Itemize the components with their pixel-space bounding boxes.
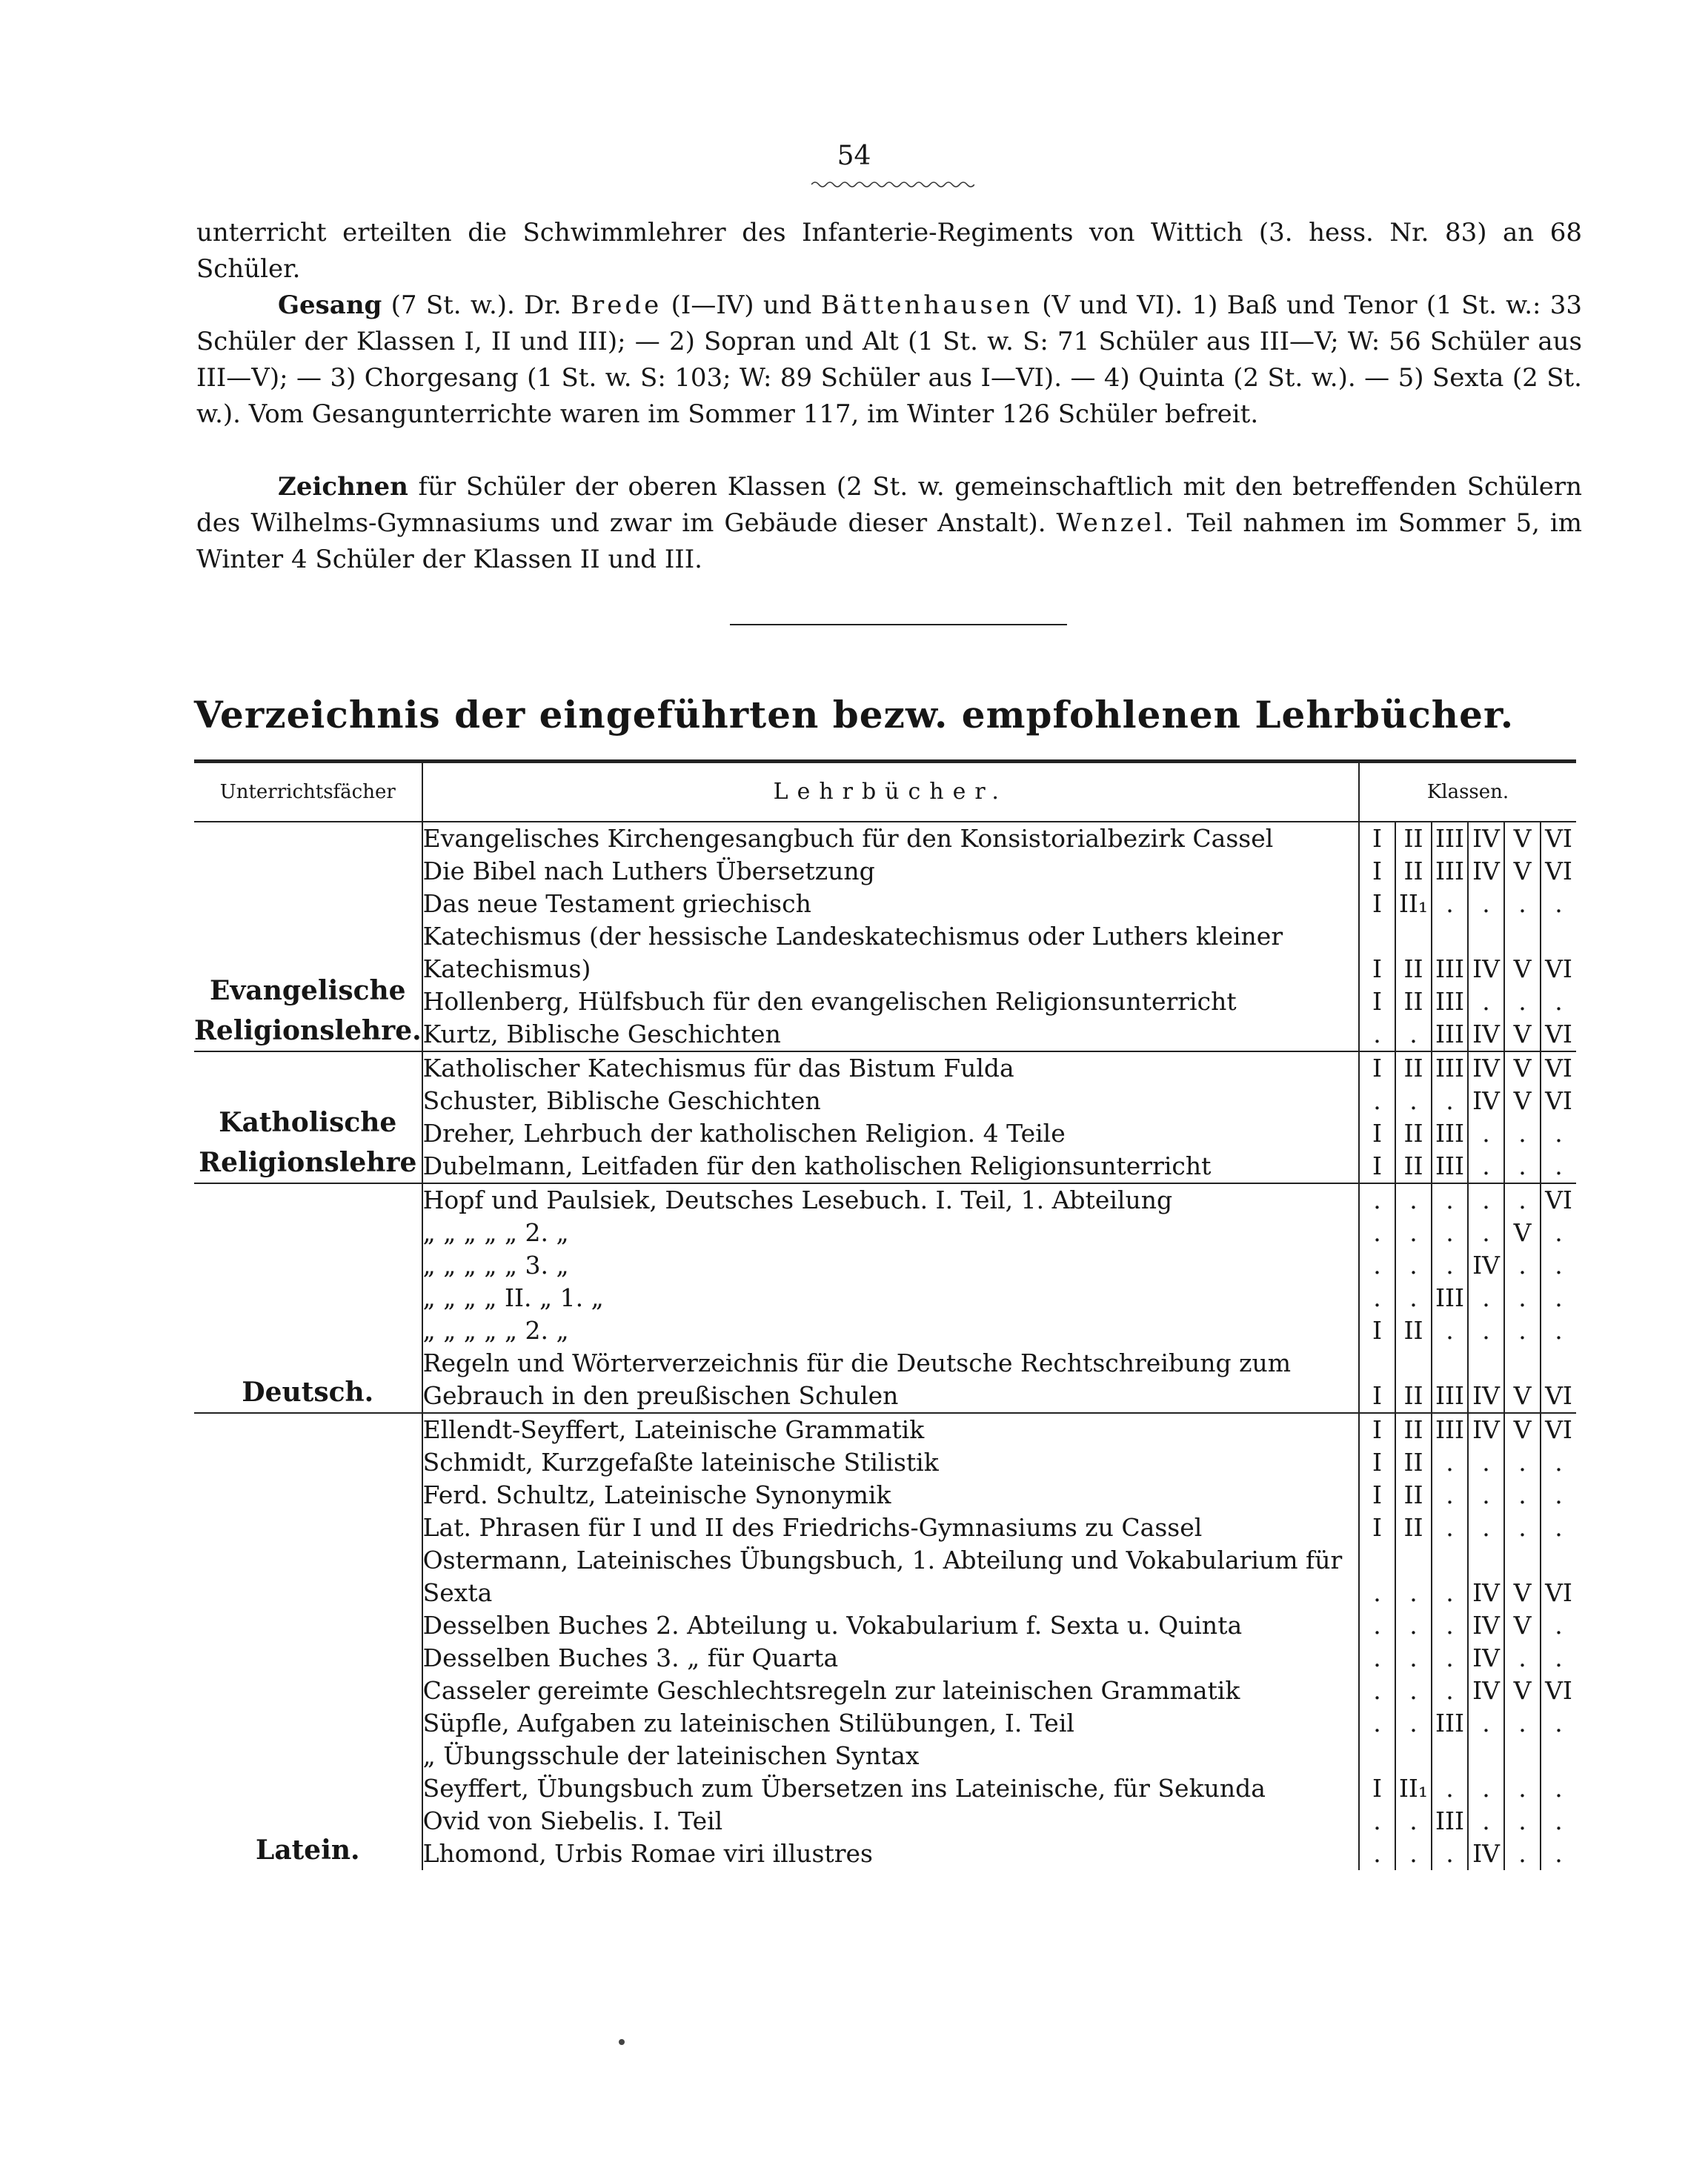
class-cell [1395,1740,1432,1772]
class-cell: IV [1468,1249,1504,1282]
class-cell: IV [1468,1413,1504,1446]
class-cell: VI [1541,1183,1576,1217]
class-cell: III [1432,1051,1468,1085]
class-cell: . [1432,1512,1468,1544]
class-cell: III [1432,1117,1468,1150]
class-cell: V [1504,1051,1541,1085]
class-cell: . [1504,1805,1541,1838]
class-cell: IV [1468,855,1504,888]
class-cell: . [1395,1217,1432,1249]
class-cell: II₁ [1395,888,1432,920]
book-title: Lat. Phrasen für I und II des Friedrichs-Gymnasiums zu Cassel [422,1513,1203,1542]
class-cell: . [1541,1117,1576,1150]
class-cell: . [1432,1838,1468,1870]
header-classes: Klassen. [1359,762,1576,822]
class-cell: . [1541,1512,1576,1544]
class-cell: I [1359,1150,1395,1183]
class-cell: . [1541,1805,1576,1838]
class-cell: . [1468,1282,1504,1314]
class-cell: VI [1541,1085,1576,1117]
class-cell: III [1432,985,1468,1018]
book-title: Desselben Buches 3. „ für Quarta [422,1643,839,1672]
class-cell: . [1504,1512,1541,1544]
class-cell: VI [1541,1347,1576,1413]
class-cell: . [1432,1609,1468,1642]
class-cell: III [1432,1413,1468,1446]
book-title: Evangelisches Kirchengesangbuch für den Konsistorialbezirk Cassel [422,822,1359,855]
book-title: Hollenberg, Hülfsbuch für den evangelischen Religionsunterricht [422,987,1237,1016]
paragraph-drawing [196,469,1582,578]
class-cell: IV [1468,1838,1504,1870]
class-cell: I [1359,1051,1395,1085]
table-body [194,822,1576,1870]
class-cell: III [1432,855,1468,888]
class-cell: I [1359,1117,1395,1150]
subject-cell-kath: Katholische Religionslehre [194,1051,422,1183]
class-cell: . [1432,888,1468,920]
class-cell: I [1359,1772,1395,1805]
class-cell: VI [1541,1051,1576,1085]
class-cell: . [1359,1675,1395,1707]
class-cell [1468,1740,1504,1772]
class-cell: . [1468,1446,1504,1479]
class-cell: . [1359,1838,1395,1870]
ornament-rule [811,179,974,190]
class-cell: I [1359,985,1395,1018]
class-cell: VI [1541,920,1576,985]
class-cell: . [1541,1150,1576,1183]
paragraph-singing [196,287,1582,433]
book-title: Katholischer Katechismus für das Bistum Fulda [422,1051,1359,1085]
class-cell: . [1541,1772,1576,1805]
paragraph-swimming [196,215,1582,287]
class-cell: . [1359,1609,1395,1642]
book-title: „ „ „ „ „ 2. „ [422,1218,569,1247]
paragraph-swimming-text: unterricht erteilten die Schwimmlehrer des Infanterie-Regiments von Wittich (3. hess. Nr. 83) an 68 Schüler. [196,218,1582,284]
class-cell: . [1359,1544,1395,1609]
class-cell: II [1395,1051,1432,1085]
table-row [194,1051,1576,1085]
singing-text-b: (I—IV) und [671,290,812,320]
class-cell: V [1504,822,1541,855]
class-cell: . [1395,1838,1432,1870]
class-cell: V [1504,1544,1541,1609]
book-title: „ „ „ „ „ 2. „ [422,1316,569,1345]
class-cell: II₁ [1395,1772,1432,1805]
book-title: Ferd. Schultz, Lateinische Synonymik [422,1480,891,1509]
class-cell: III [1432,1707,1468,1740]
drawing-lead: Zeichnen [278,472,408,502]
page-number: 54 [837,141,871,171]
table-header-row [194,762,1576,822]
singing-teacher-1: Brede [571,290,662,320]
class-cell [1504,1740,1541,1772]
class-cell: . [1432,1544,1468,1609]
class-cell: IV [1468,1642,1504,1675]
class-cell: V [1504,1085,1541,1117]
subject-cell-lat: Latein. [194,1413,422,1870]
class-cell: I [1359,920,1395,985]
class-cell: . [1395,1642,1432,1675]
header-subjects: Unterrichtsfächer [194,762,422,822]
singing-text-c: (V und VI). 1) Baß und Tenor (1 St. w.: 33 Schüler der Klassen I, II und III); — 2) Sopran und Alt (1 St. w. S: 71 Schüler aus III—V; W: 56 Schüler aus III—V); — 3) Chorgesang (1 St. w. S: 103; W: 89 Schüler aus I—VI). — 4) Quinta (2 St. w.). — 5) Sexta (2 St. w.). Vom Gesangunterrichte waren im Sommer 117, im Winter 126 Schüler befreit. [196,290,1583,429]
class-cell: . [1541,985,1576,1018]
drawing-text-a: für Schüler der oberen Klassen (2 St. w. gemeinschaftlich mit den betreffenden Schülern des Wilhelms-Gymnasiums und zwar im Gebäude dieser Anstalt). [196,472,1582,538]
class-cell: . [1432,1446,1468,1479]
class-cell: I [1359,1512,1395,1544]
class-cell: . [1395,1707,1432,1740]
book-title: Dubelmann, Leitfaden für den katholischen Religionsunterricht [422,1151,1212,1180]
class-cell: VI [1541,1018,1576,1051]
class-cell: . [1359,1282,1395,1314]
section-divider [730,624,1067,625]
book-title: Ovid von Siebelis. I. Teil [422,1806,723,1835]
class-cell: . [1468,1217,1504,1249]
class-cell: VI [1541,1544,1576,1609]
class-cell: IV [1468,1018,1504,1051]
table-row [194,822,1576,855]
class-cell: . [1541,1707,1576,1740]
class-cell: . [1468,1805,1504,1838]
book-title: „ Übungsschule der lateinischen Syntax [422,1741,920,1770]
subject-cell-de: Deutsch. [194,1183,422,1413]
class-cell: . [1359,1217,1395,1249]
book-title: Ostermann, Lateinisches Übungsbuch, 1. Abteilung und Vokabularium für Sexta [422,1546,1343,1607]
class-cell: V [1504,1018,1541,1051]
class-cell: III [1432,1150,1468,1183]
class-cell: . [1395,1675,1432,1707]
class-cell: V [1504,920,1541,985]
book-title: Regeln und Wörterverzeichnis für die Deutsche Rechtschreibung zum Gebrauch in den preußischen Schulen [422,1349,1292,1410]
class-cell: . [1468,1117,1504,1150]
class-cell: III [1432,1805,1468,1838]
book-title: Ellendt-Seyffert, Lateinische Grammatik [422,1413,1359,1446]
class-cell: III [1432,822,1468,855]
class-cell: V [1504,1609,1541,1642]
class-cell: . [1504,1838,1541,1870]
book-title: Die Bibel nach Luthers Übersetzung [422,857,875,885]
class-cell: . [1541,1446,1576,1479]
class-cell: IV [1468,822,1504,855]
class-cell: . [1395,1282,1432,1314]
class-cell: IV [1468,1051,1504,1085]
class-cell: . [1468,1512,1504,1544]
class-cell: . [1468,1150,1504,1183]
class-cell: . [1395,1183,1432,1217]
class-cell: . [1504,1707,1541,1740]
class-cell: . [1504,1642,1541,1675]
class-cell: . [1541,1609,1576,1642]
singing-text-a: (7 St. w.). Dr. [391,290,562,320]
class-cell: . [1504,1446,1541,1479]
class-cell: IV [1468,1347,1504,1413]
class-cell: . [1541,1217,1576,1249]
class-cell: . [1468,1772,1504,1805]
singing-teacher-2: Bättenhausen [820,290,1033,320]
class-cell [1541,1740,1576,1772]
class-cell: . [1541,1479,1576,1512]
class-cell: . [1541,888,1576,920]
class-cell: . [1432,1642,1468,1675]
section-heading: Verzeichnis der eingeführten bezw. empfohlenen Lehrbücher. [193,693,1515,736]
class-cell: . [1359,1249,1395,1282]
book-title: Lhomond, Urbis Romae viri illustres [422,1839,873,1868]
class-cell: I [1359,1479,1395,1512]
class-cell: . [1359,1642,1395,1675]
class-cell: . [1541,1642,1576,1675]
class-cell: . [1541,1314,1576,1347]
class-cell: I [1359,855,1395,888]
class-cell: IV [1468,1675,1504,1707]
class-cell: . [1432,1085,1468,1117]
class-cell: . [1359,1085,1395,1117]
drawing-text-b: Teil nahmen im Sommer 5, im Winter 4 Schüler der Klassen II und III. [196,508,1583,574]
drawing-teacher: Wenzel. [1056,508,1177,538]
class-cell: . [1395,1805,1432,1838]
class-cell: I [1359,888,1395,920]
class-cell: . [1468,1479,1504,1512]
book-title: Süpfle, Aufgaben zu lateinischen Stilübungen, I. Teil [422,1709,1074,1738]
class-cell: IV [1468,1544,1504,1609]
class-cell: IV [1468,1609,1504,1642]
class-cell: . [1504,1282,1541,1314]
class-cell: . [1504,1183,1541,1217]
header-books: Lehrbücher. [422,762,1359,822]
class-cell: II [1395,1314,1432,1347]
class-cell: VI [1541,822,1576,855]
class-cell: . [1359,1805,1395,1838]
class-cell: . [1504,1150,1541,1183]
table-row [194,1183,1576,1217]
class-cell: . [1468,1183,1504,1217]
class-cell: I [1359,1314,1395,1347]
class-cell: . [1395,1085,1432,1117]
class-cell [1432,1740,1468,1772]
class-cell: VI [1541,1413,1576,1446]
class-cell: I [1359,822,1395,855]
class-cell: II [1395,1446,1432,1479]
class-cell: II [1395,822,1432,855]
class-cell: . [1432,1314,1468,1347]
class-cell: III [1432,1018,1468,1051]
table-row [194,1413,1576,1446]
class-cell: II [1395,1150,1432,1183]
book-title: Desselben Buches 2. Abteilung u. Vokabularium f. Sexta u. Quinta [422,1611,1243,1640]
class-cell: . [1504,1117,1541,1150]
class-cell: I [1359,1446,1395,1479]
book-title: „ „ „ „ II. „ 1. „ [422,1283,604,1312]
class-cell: I [1359,1413,1395,1446]
class-cell: VI [1541,1675,1576,1707]
class-cell: . [1395,1018,1432,1051]
subject-cell-ev: Evangelische Religionslehre. [194,822,422,1051]
class-cell: . [1504,1249,1541,1282]
book-title: Dreher, Lehrbuch der katholischen Religion. 4 Teile [422,1119,1066,1148]
class-cell: III [1432,920,1468,985]
book-title: Katechismus (der hessische Landeskatechismus oder Luthers kleiner Katechismus) [422,922,1283,983]
book-title: Seyffert, Übungsbuch zum Übersetzen ins Lateinische, für Sekunda [422,1774,1266,1803]
class-cell: V [1504,1347,1541,1413]
class-cell: V [1504,855,1541,888]
class-cell: . [1468,985,1504,1018]
book-title: „ „ „ „ „ 3. „ [422,1251,569,1280]
class-cell: . [1432,1249,1468,1282]
class-cell: . [1541,1282,1576,1314]
class-cell [1359,1740,1395,1772]
class-cell: . [1541,1838,1576,1870]
class-cell: . [1541,1249,1576,1282]
class-cell: . [1432,1479,1468,1512]
class-cell: II [1395,1347,1432,1413]
class-cell: II [1395,1479,1432,1512]
class-cell: . [1359,1183,1395,1217]
class-cell: . [1395,1249,1432,1282]
class-cell: . [1359,1707,1395,1740]
class-cell: II [1395,1117,1432,1150]
class-cell: V [1504,1675,1541,1707]
textbook-table [194,759,1576,1870]
class-cell: . [1468,1314,1504,1347]
class-cell: . [1504,1314,1541,1347]
singing-lead: Gesang [278,290,382,320]
book-title: Kurtz, Biblische Geschichten [422,1020,781,1048]
book-title: Das neue Testament griechisch [422,889,811,918]
class-cell: II [1395,1512,1432,1544]
class-cell: . [1359,1018,1395,1051]
book-title: Schmidt, Kurzgefaßte lateinische Stilistik [422,1448,939,1477]
class-cell: . [1504,985,1541,1018]
class-cell: . [1468,888,1504,920]
class-cell: . [1432,1675,1468,1707]
class-cell: III [1432,1282,1468,1314]
class-cell: IV [1468,920,1504,985]
class-cell: . [1395,1609,1432,1642]
class-cell: III [1432,1347,1468,1413]
class-cell: II [1395,920,1432,985]
scan-speck [619,2039,625,2045]
book-title: Schuster, Biblische Geschichten [422,1086,821,1115]
class-cell: . [1432,1183,1468,1217]
class-cell: . [1504,888,1541,920]
class-cell: . [1504,1772,1541,1805]
book-title: Hopf und Paulsiek, Deutsches Lesebuch. I. Teil, 1. Abteilung [422,1183,1359,1217]
class-cell: . [1468,1707,1504,1740]
class-cell: V [1504,1413,1541,1446]
class-cell: II [1395,855,1432,888]
book-title: Casseler gereimte Geschlechtsregeln zur lateinischen Grammatik [422,1676,1240,1705]
class-cell: IV [1468,1085,1504,1117]
class-cell: V [1504,1217,1541,1249]
class-cell: . [1432,1772,1468,1805]
class-cell: II [1395,985,1432,1018]
class-cell: I [1359,1347,1395,1413]
class-cell: VI [1541,855,1576,888]
class-cell: . [1504,1479,1541,1512]
class-cell: . [1432,1217,1468,1249]
class-cell: . [1395,1544,1432,1609]
class-cell: II [1395,1413,1432,1446]
